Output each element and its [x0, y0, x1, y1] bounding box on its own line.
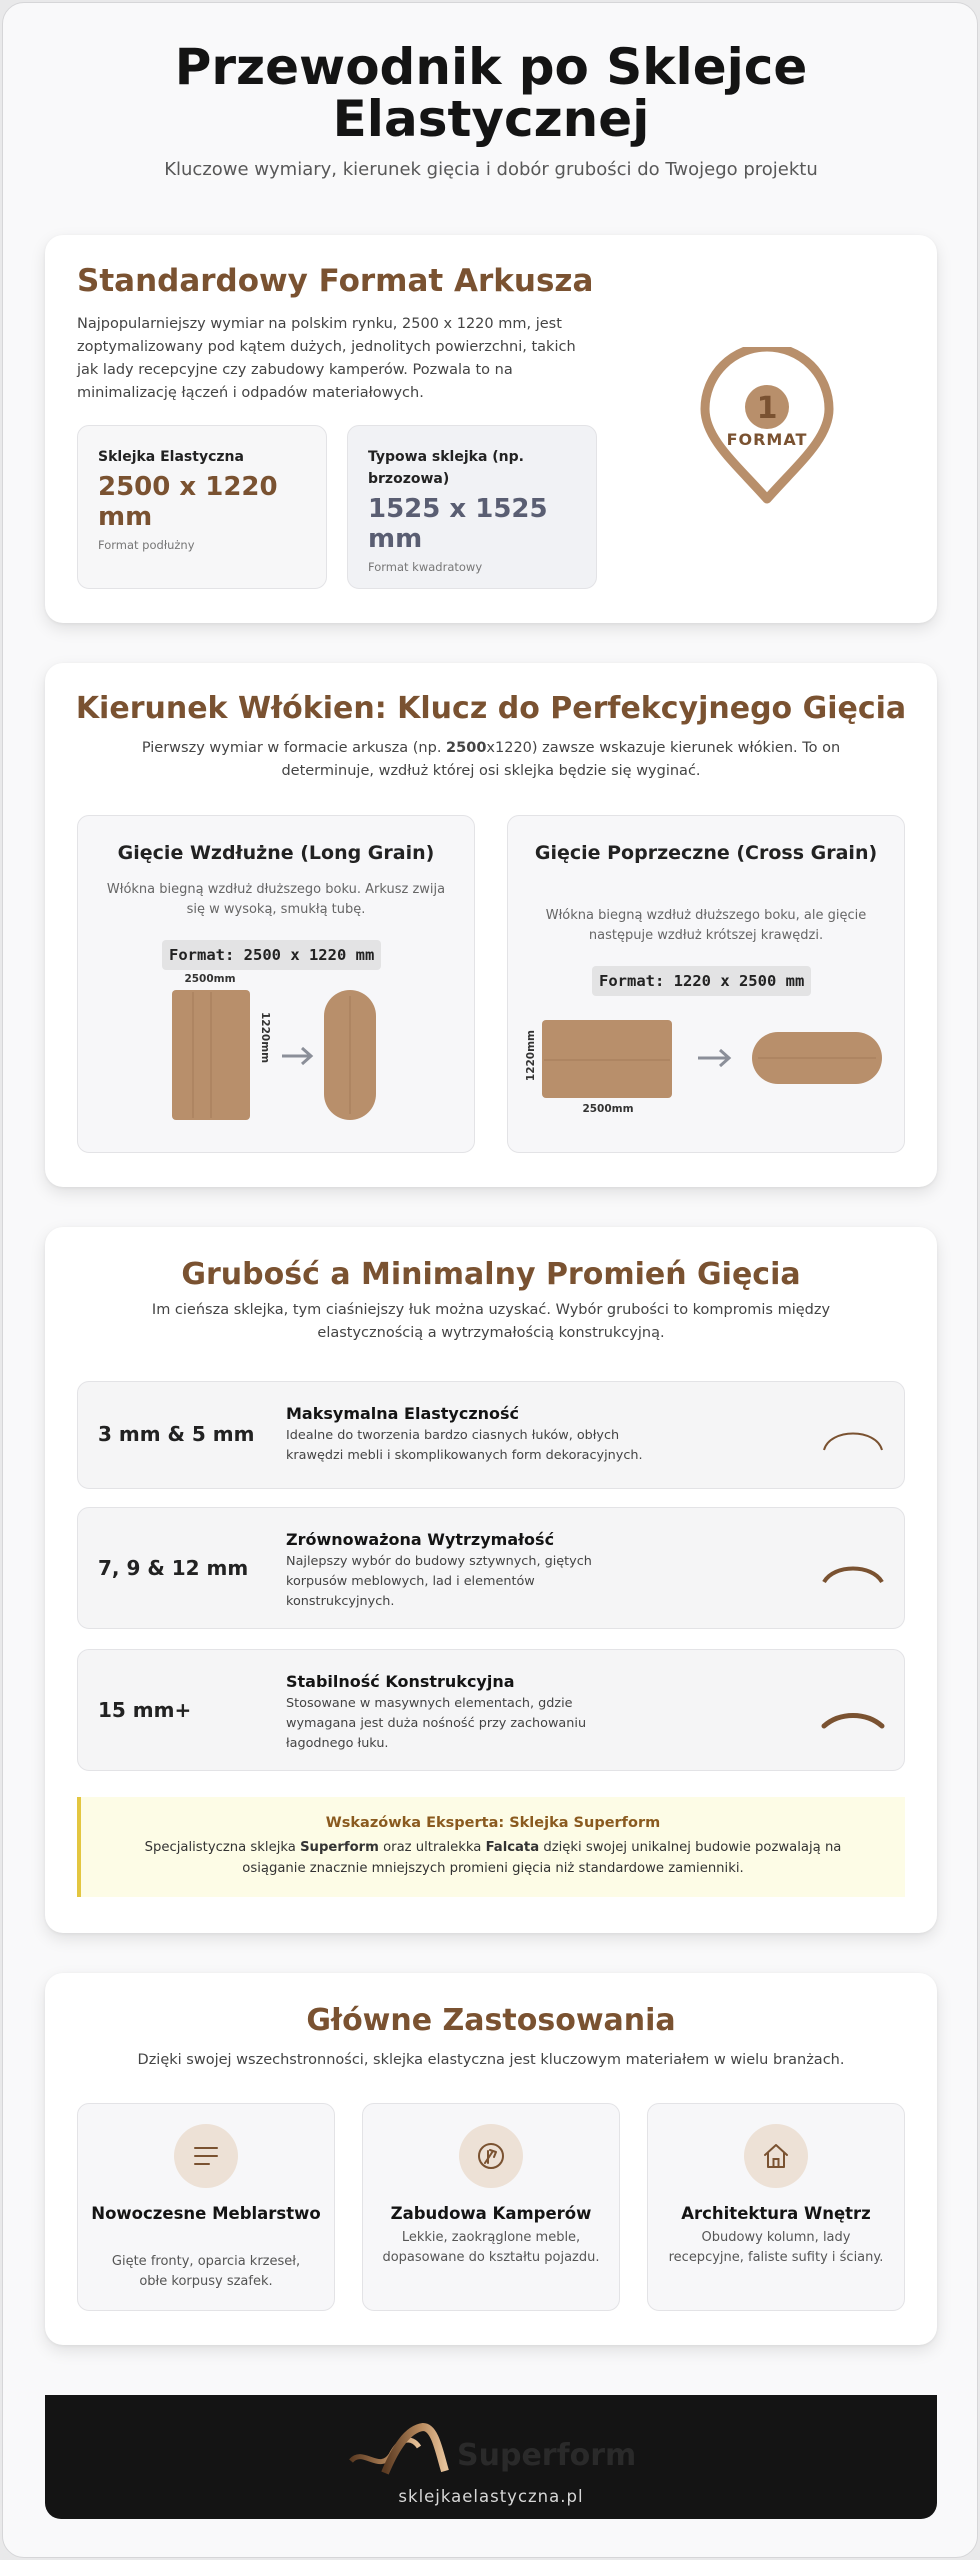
thickness-value: 3 mm & 5 mm	[98, 1422, 255, 1446]
svg-text:2500mm: 2500mm	[184, 973, 236, 985]
application-icon-circle	[459, 2124, 523, 2188]
flat-sheet-wide	[542, 1020, 672, 1098]
thickness-row-medium	[77, 1507, 905, 1629]
grain-section-card	[45, 663, 937, 1187]
thickness-section-intro: Im cieńsza sklejka, tym ciaśniejszy łuk można uzyskać. Wybór grubości to kompromis między elastycznością a wytrzymałością konstrukcyjną.	[151, 1302, 831, 1341]
grain-section-title: Kierunek Włókien: Klucz do Perfekcyjnego Gięcia	[75, 691, 907, 726]
svg-text:1220mm: 1220mm	[525, 1030, 537, 1082]
application-camper	[362, 2103, 620, 2311]
long-grain-format: Format: 2500 x 1220 mm	[162, 940, 381, 970]
applications-section-intro: Dzięki swojej wszechstronności, sklejka elastyczna jest kluczowym materiałem w wielu branżach.	[137, 2052, 845, 2068]
application-desc: Obudowy kolumn, lady recepcyjne, faliste sufity i ściany.	[668, 2230, 884, 2265]
format-section-description: Najpopularniejszy wymiar na polskim rynku, 2500 x 1220 mm, jest zoptymalizowany pod kątem dużych, jednolitych powierzchni, takich jak lady recepcyjne czy zabudowy kamperów. Pozwala to na minimalizację łączeń i odpadów materiałowych.	[77, 316, 576, 401]
thickness-value: 7, 9 & 12 mm	[98, 1556, 249, 1580]
format-badge-number: 1	[756, 391, 778, 426]
application-interior	[647, 2103, 905, 2311]
cross-grain-title: Gięcie Poprzeczne (Cross Grain)	[534, 842, 878, 864]
cross-grain-desc: Włókna biegną wzdłuż dłuższego boku, ale gięcie następuje wzdłuż krótszej krawędzi.	[545, 908, 867, 943]
format-card-value: 1525 x 1525 mm	[368, 494, 548, 554]
camper-tools-icon	[476, 2141, 506, 2171]
format-card-birch	[347, 425, 597, 589]
thickness-section-card	[45, 1227, 937, 1933]
thickness-row-desc: Najlepszy wybór do budowy sztywnych, giętych korpusów meblowych, lad i elementów konstrukcyjnych.	[286, 1554, 592, 1609]
format-card-flex	[77, 425, 327, 589]
thickness-row-desc: Idealne do tworzenia bardzo ciasnych łuków, obłych krawędzi mebli i skomplikowanych form dekoracyjnych.	[286, 1428, 643, 1463]
infographic-page	[2, 2, 978, 2558]
arrow-right-icon	[282, 1048, 311, 1064]
arrow-right-icon	[698, 1050, 729, 1066]
thickness-row-title: Stabilność Konstrukcyjna	[286, 1672, 515, 1691]
cross-grain-diagram	[522, 1012, 902, 1112]
gentle-curve-icon	[820, 1702, 886, 1732]
format-section-title: Standardowy Format Arkusza	[77, 263, 594, 299]
thickness-row-desc: Stosowane w masywnych elementach, gdzie wymagana jest duża nośność przy zachowaniu łagodnego łuku.	[286, 1696, 587, 1751]
application-furniture	[77, 2103, 335, 2311]
footer	[45, 2395, 937, 2519]
cross-grain-format: Format: 1220 x 2500 mm	[592, 966, 811, 996]
applications-section-title: Główne Zastosowania	[306, 2003, 676, 2038]
thickness-value: 15 mm+	[98, 1698, 192, 1722]
page-subtitle: Kluczowe wymiary, kierunek gięcia i dobór grubości do Twojego projektu	[164, 159, 818, 180]
applications-section-card	[45, 1973, 937, 2345]
footer-website-url[interactable]: sklejkaelastyczna.pl	[398, 2487, 584, 2506]
medium-curve-icon	[820, 1556, 886, 1586]
grain-section-intro: Pierwszy wymiar w formacie arkusza (np. 2500x1220) zawsze wskazuje kierunek włókien. To on determinuje, wzdłuż której osi sklejka będzie się wyginać.	[141, 740, 841, 779]
format-card-note: Format podłużny	[98, 538, 195, 552]
page-title: Przewodnik po Sklejce Elastycznej	[174, 38, 808, 148]
long-grain-box	[77, 815, 475, 1153]
thickness-section-title: Grubość a Minimalny Promień Gięcia	[181, 1257, 801, 1292]
expert-tip-title: Wskazówka Eksperta: Sklejka Superform	[325, 1815, 661, 1831]
thickness-row-title: Maksymalna Elastyczność	[286, 1404, 520, 1423]
expert-tip-text: Specjalistyczna sklejka Superform oraz ultralekka Falcata dzięki swojej unikalnej budowie pozwalają na osiąganie znacznie mniejszych promieni gięcia niż standardowe zamienniki.	[144, 1840, 842, 1876]
format-card-label: Typowa sklejka (np. brzozowa)	[368, 449, 524, 487]
application-title: Architektura Wnętrz	[681, 2204, 871, 2223]
application-icon-circle	[174, 2124, 238, 2188]
application-title: Nowoczesne Meblarstwo	[91, 2204, 321, 2223]
format-section-card	[45, 235, 937, 623]
format-card-note: Format kwadratowy	[368, 560, 483, 574]
format-card-label: Sklejka Elastyczna	[98, 449, 244, 465]
long-grain-diagram	[158, 972, 398, 1132]
home-icon	[761, 2141, 791, 2171]
cross-grain-box	[507, 815, 905, 1153]
svg-text:2500mm: 2500mm	[582, 1103, 634, 1112]
svg-text:1220mm: 1220mm	[259, 1012, 271, 1064]
superform-logo	[349, 2421, 639, 2481]
tight-curve-icon	[820, 1424, 886, 1454]
thickness-row-thick	[77, 1649, 905, 1771]
long-grain-desc: Włókna biegną wzdłuż dłuższego boku. Arkusz zwija się w wysoką, smukłą tubę.	[106, 882, 446, 917]
expert-tip-box	[77, 1797, 905, 1897]
footer-brand: Superform	[457, 2438, 637, 2473]
hero-header	[3, 38, 979, 180]
furniture-lines-icon	[191, 2141, 221, 2171]
application-icon-circle	[744, 2124, 808, 2188]
thickness-row-title: Zrównoważona Wytrzymałość	[286, 1530, 555, 1549]
application-desc: Lekkie, zaokrąglone meble, dopasowane do kształtu pojazdu.	[382, 2230, 600, 2265]
application-desc: Gięte fronty, oparcia krzeseł, obłe korpusy szafek.	[111, 2254, 301, 2289]
format-card-value: 2500 x 1220 mm	[98, 472, 278, 532]
map-pin-format-icon	[697, 347, 837, 507]
thickness-row-thin	[77, 1381, 905, 1489]
long-grain-title: Gięcie Wzdłużne (Long Grain)	[117, 842, 435, 864]
format-badge-text: FORMAT	[726, 430, 808, 449]
application-title: Zabudowa Kamperów	[390, 2204, 592, 2223]
